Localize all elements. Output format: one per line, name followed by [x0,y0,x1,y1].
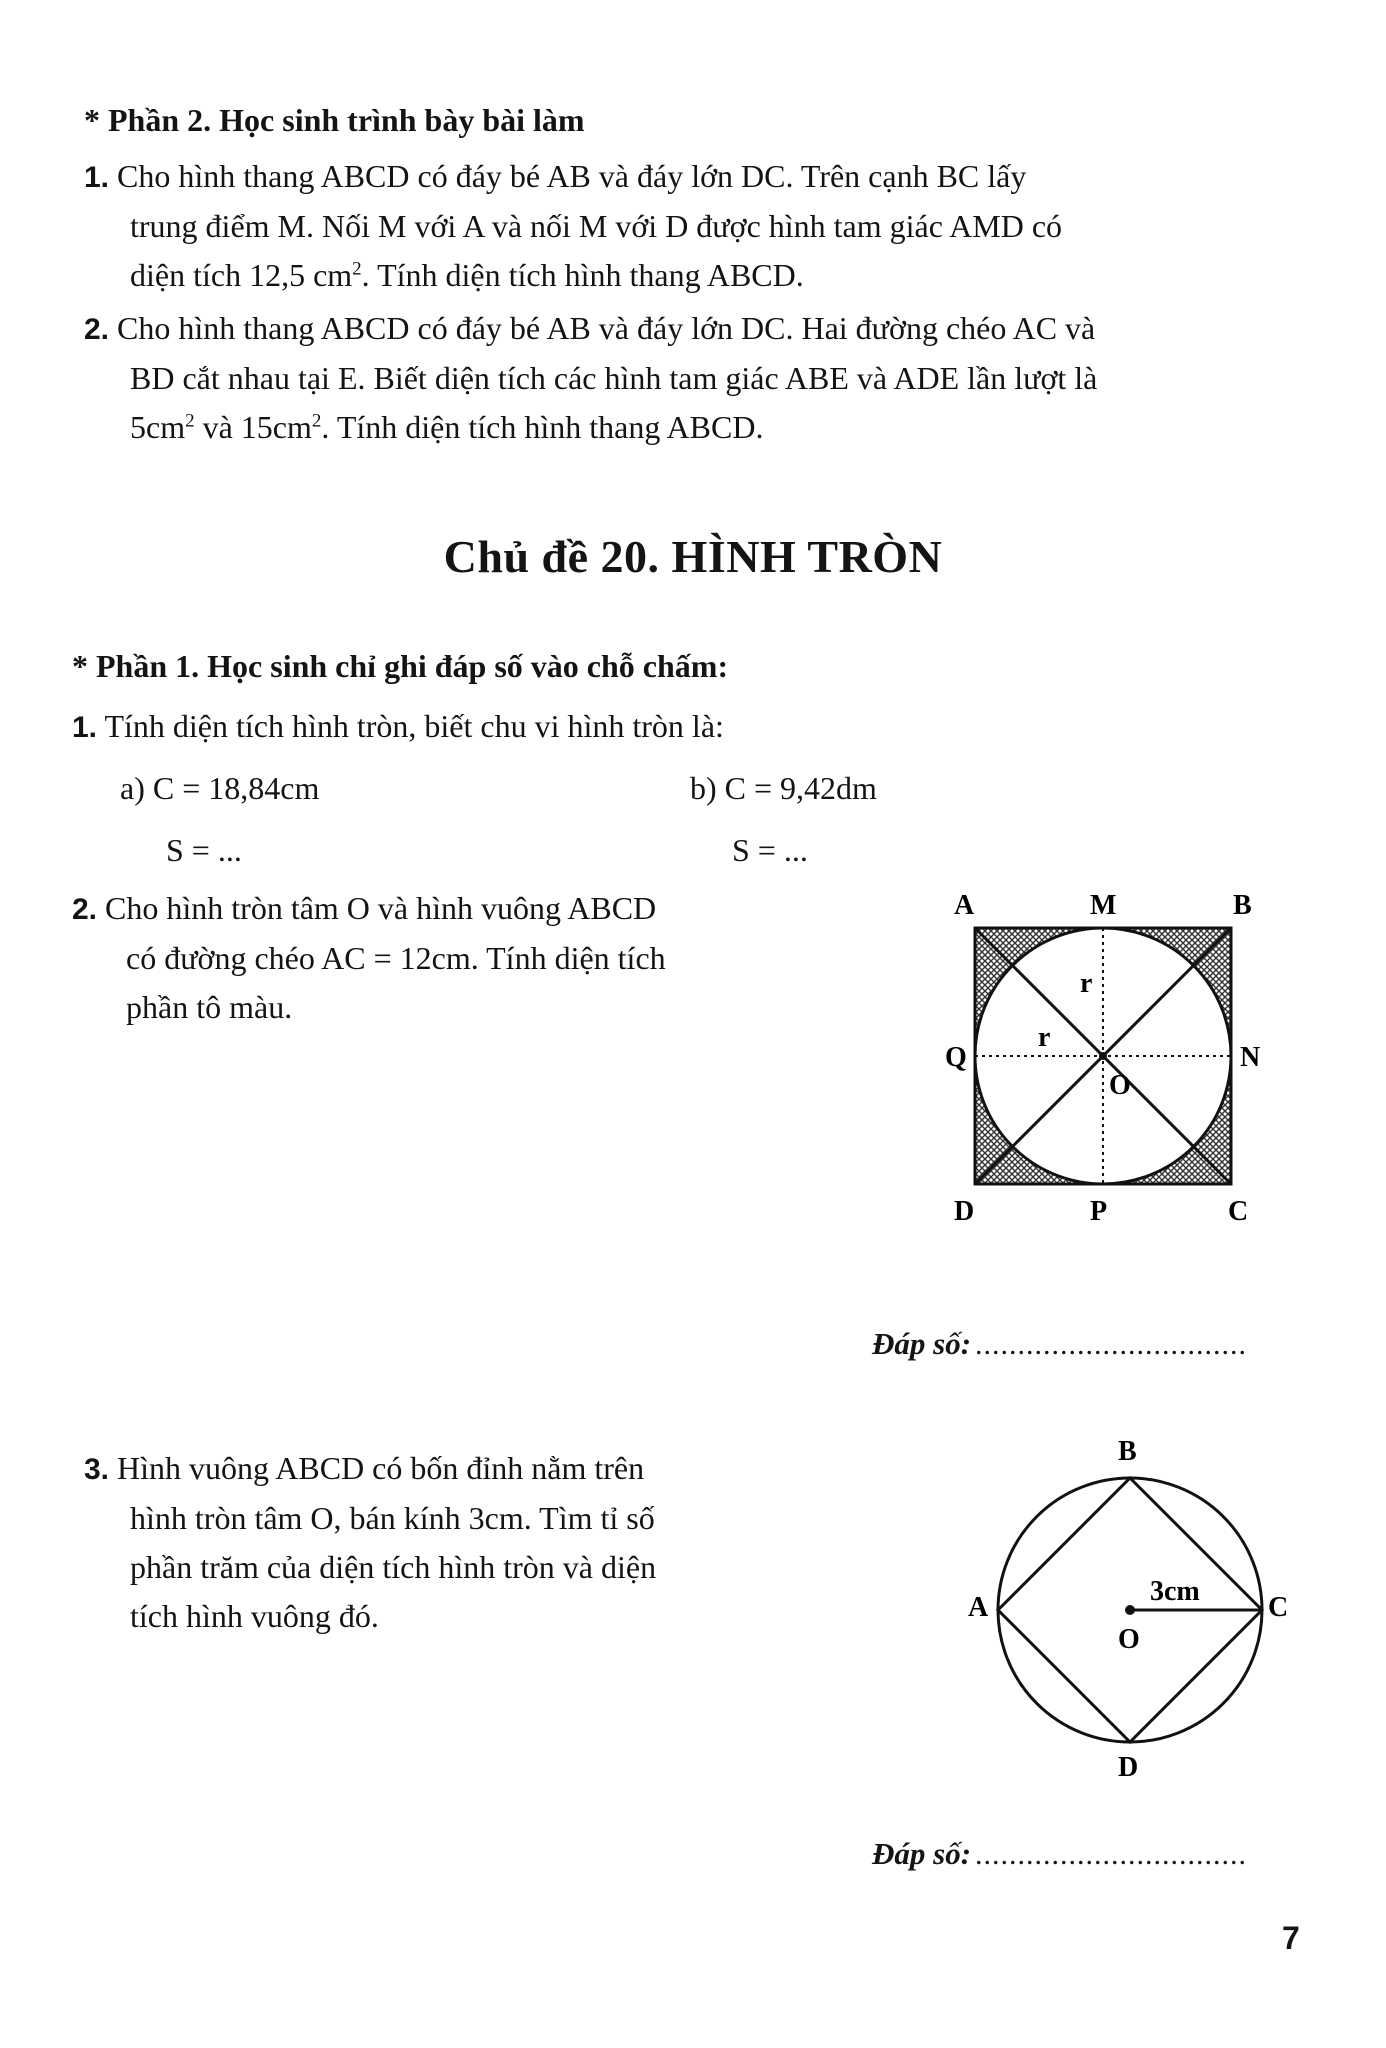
superscript: 2 [352,258,362,280]
label-q: Q [945,1042,967,1073]
label-o: O [1109,1070,1131,1101]
question-text-line: Hình vuông ABCD có bốn đỉnh nằm trên [117,1450,645,1486]
page-number: 7 [1282,1920,1300,1956]
part1-heading [72,642,728,691]
answer-label: Đáp số: [872,1326,972,1361]
bullet-star-icon: * [72,648,96,684]
question-number: 2. [72,893,98,926]
answer-line-1 [872,1326,1247,1362]
option-b: b) C = 9,42dm [690,770,877,806]
label-a: A [954,890,975,921]
question-text-line: có đường chéo AC = 12cm. Tính diện tích [126,940,666,976]
part2-heading [84,96,585,145]
part2-question-1 [84,152,1304,300]
label-b: B [1118,1436,1137,1467]
figure-circle-in-square [940,880,1280,1240]
question-text-line: Cho hình tròn tâm O và hình vuông ABCD [105,890,657,926]
text-fragment: . Tính diện tích hình thang ABCD. [321,409,764,445]
text-fragment: . Tính diện tích hình thang ABCD. [361,257,804,293]
label-o: O [1118,1624,1140,1655]
topic-title: Chủ đề 20. HÌNH TRÒN [443,531,943,582]
question-text-line: Tính diện tích hình tròn, biết chu vi hình tròn là: [104,708,724,744]
label-a: A [968,1592,989,1623]
label-d: D [954,1196,975,1227]
question-text-line: tích hình vuông đó. [130,1598,379,1634]
part2-heading-text: Phần 2. Học sinh trình bày bài làm [108,102,585,138]
label-c: C [1268,1592,1289,1623]
question-text-line: Cho hình thang ABCD có đáy bé AB và đáy lớn DC. Hai đường chéo AC và [117,310,1096,346]
question-number: 3. [84,1453,110,1486]
option-a: a) C = 18,84cm [120,770,320,806]
question-text-line: trung điểm M. Nối M với A và nối M với D được hình tam giác AMD có [130,208,1063,244]
question-text-line: phần tô màu. [126,989,293,1025]
text-fragment: và 15cm [194,409,312,445]
question-text-line [84,251,1304,300]
label-p: P [1090,1196,1108,1227]
answer-b: S = ... [732,832,808,868]
part2-question-2 [84,304,1304,452]
center-point [1099,1052,1107,1060]
question-number: 1. [72,711,98,744]
answer-dots[interactable]: ................................ [975,1328,1248,1361]
question-text-line: BD cắt nhau tại E. Biết diện tích các hình tam giác ABE và ADE lần lượt là [130,360,1098,396]
superscript: 2 [311,410,322,432]
label-d: D [1118,1752,1139,1783]
question-number: 2. [84,313,110,346]
question-text-line: Cho hình thang ABCD có đáy bé AB và đáy lớn DC. Trên cạnh BC lấy [117,158,1027,194]
label-radius-length: 3cm [1150,1576,1200,1607]
text-fragment: diện tích 12,5 cm [130,257,353,293]
label-r-vertical: r [1080,968,1093,999]
answer-a: S = ... [166,832,242,868]
center-point [1125,1605,1135,1615]
label-r-horizontal: r [1038,1022,1051,1053]
bullet-star-icon: * [84,102,108,138]
label-n: N [1240,1042,1261,1073]
part1-heading-text: Phần 1. Học sinh chỉ ghi đáp số vào chỗ chấm: [96,648,729,684]
label-c: C [1228,1196,1249,1227]
part1-question-3 [84,1444,864,1641]
question-number: 1. [84,161,110,194]
answer-line-2 [872,1836,1247,1872]
question-text-line: hình tròn tâm O, bán kính 3cm. Tìm tỉ số [130,1500,655,1536]
figure-square-in-circle [950,1426,1289,1786]
label-m: M [1090,890,1117,921]
text-fragment: 5cm [130,409,186,445]
label-b: B [1233,890,1252,921]
question-text-line: phần trăm của diện tích hình tròn và diện [130,1549,657,1585]
question-text-line [84,403,1304,452]
answer-label: Đáp số: [872,1836,972,1871]
answer-dots[interactable]: ................................ [975,1838,1248,1871]
part1-question-1 [72,702,724,752]
superscript: 2 [185,410,195,432]
part1-question-2 [72,884,852,1032]
